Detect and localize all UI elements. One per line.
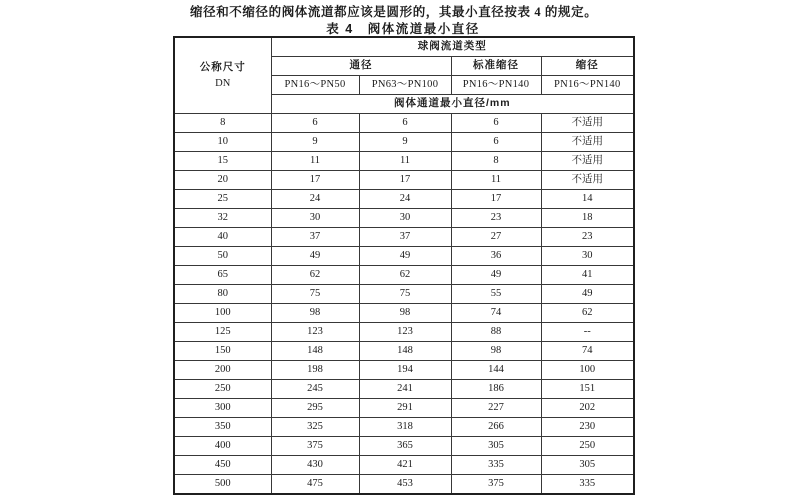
table-row xyxy=(174,190,634,209)
diameter-value-cell: 198 xyxy=(271,361,359,380)
diameter-value-cell: 不适用 xyxy=(541,114,634,133)
diameter-value-cell: 453 xyxy=(359,475,451,495)
table-row xyxy=(174,247,634,266)
table-row xyxy=(174,228,634,247)
intro-paragraph: 缩径和不缩径的阀体流道都应该是圆形的，其最小直径按表 4 的规定。 xyxy=(190,5,598,19)
diameter-value-cell: 17 xyxy=(451,190,541,209)
dn-value-cell: 15 xyxy=(174,152,271,171)
table-row xyxy=(174,361,634,380)
table-row xyxy=(174,342,634,361)
table-row xyxy=(174,304,634,323)
dn-value-cell: 200 xyxy=(174,361,271,380)
table-row xyxy=(174,456,634,475)
diameter-value-cell: 30 xyxy=(541,247,634,266)
diameter-value-cell: 98 xyxy=(451,342,541,361)
diameter-value-cell: 23 xyxy=(541,228,634,247)
dn-value-cell: 500 xyxy=(174,475,271,495)
table-row xyxy=(174,114,634,133)
diameter-value-cell: 37 xyxy=(271,228,359,247)
diameter-value-cell: 11 xyxy=(359,152,451,171)
diameter-value-cell: 不适用 xyxy=(541,171,634,190)
diameter-value-cell: -- xyxy=(541,323,634,342)
table-row xyxy=(174,418,634,437)
diameter-value-cell: 18 xyxy=(541,209,634,228)
dn-value-cell: 300 xyxy=(174,399,271,418)
dn-header-label: 公称尺寸 xyxy=(199,60,246,73)
diameter-value-cell: 24 xyxy=(271,190,359,209)
dn-value-cell: 400 xyxy=(174,437,271,456)
pn-range-cell-3: PN16～PN140 xyxy=(451,76,541,95)
diameter-value-cell: 不适用 xyxy=(541,133,634,152)
diameter-value-cell: 335 xyxy=(541,475,634,495)
diameter-value-cell: 151 xyxy=(541,380,634,399)
dn-header-cell xyxy=(174,37,271,114)
dn-value-cell: 150 xyxy=(174,342,271,361)
diameter-value-cell: 123 xyxy=(271,323,359,342)
diameter-value-cell: 24 xyxy=(359,190,451,209)
diameter-value-cell: 475 xyxy=(271,475,359,495)
diameter-value-cell: 375 xyxy=(451,475,541,495)
diameter-value-cell: 49 xyxy=(359,247,451,266)
diameter-value-cell: 62 xyxy=(359,266,451,285)
diameter-value-cell: 305 xyxy=(541,456,634,475)
diameter-value-cell: 30 xyxy=(359,209,451,228)
diameter-value-cell: 9 xyxy=(359,133,451,152)
table-row xyxy=(174,380,634,399)
table-row xyxy=(174,152,634,171)
diameter-value-cell: 37 xyxy=(359,228,451,247)
dn-value-cell: 125 xyxy=(174,323,271,342)
subheader-reduced-bore: 缩径 xyxy=(541,57,634,76)
diameter-value-cell: 11 xyxy=(451,171,541,190)
diameter-value-cell: 62 xyxy=(271,266,359,285)
dn-value-cell: 8 xyxy=(174,114,271,133)
dn-value-cell: 50 xyxy=(174,247,271,266)
diameter-value-cell: 49 xyxy=(271,247,359,266)
group-header-cell: 球阀流道类型 xyxy=(271,37,634,57)
diameter-value-cell: 23 xyxy=(451,209,541,228)
table-row xyxy=(174,133,634,152)
table-row xyxy=(174,475,634,495)
diameter-value-cell: 144 xyxy=(451,361,541,380)
diameter-value-cell: 421 xyxy=(359,456,451,475)
dn-value-cell: 25 xyxy=(174,190,271,209)
subheader-standard-reduced-bore: 标准缩径 xyxy=(451,57,541,76)
diameter-value-cell: 148 xyxy=(271,342,359,361)
diameter-value-cell: 6 xyxy=(451,114,541,133)
diameter-value-cell: 148 xyxy=(359,342,451,361)
diameter-value-cell: 202 xyxy=(541,399,634,418)
dn-value-cell: 450 xyxy=(174,456,271,475)
pn-range-cell-1: PN16～PN50 xyxy=(271,76,359,95)
diameter-value-cell: 14 xyxy=(541,190,634,209)
diameter-value-cell: 335 xyxy=(451,456,541,475)
diameter-value-cell: 不适用 xyxy=(541,152,634,171)
table-row xyxy=(174,285,634,304)
diameter-value-cell: 27 xyxy=(451,228,541,247)
subheader-full-bore: 通径 xyxy=(271,57,451,76)
diameter-value-cell: 75 xyxy=(271,285,359,304)
table-header xyxy=(174,37,634,114)
diameter-value-cell: 250 xyxy=(541,437,634,456)
diameter-value-cell: 49 xyxy=(541,285,634,304)
diameter-value-cell: 6 xyxy=(359,114,451,133)
diameter-value-cell: 98 xyxy=(359,304,451,323)
diameter-value-cell: 30 xyxy=(271,209,359,228)
table-row xyxy=(174,171,634,190)
table-row xyxy=(174,437,634,456)
diameter-value-cell: 194 xyxy=(359,361,451,380)
unit-header-cell: 阀体通道最小直径/mm xyxy=(271,95,634,114)
diameter-value-cell: 74 xyxy=(451,304,541,323)
diameter-value-cell: 6 xyxy=(271,114,359,133)
diameter-value-cell: 266 xyxy=(451,418,541,437)
pn-range-cell-4: PN16～PN140 xyxy=(541,76,634,95)
diameter-value-cell: 230 xyxy=(541,418,634,437)
table-row xyxy=(174,323,634,342)
dn-value-cell: 80 xyxy=(174,285,271,304)
diameter-value-cell: 6 xyxy=(451,133,541,152)
diameter-value-cell: 55 xyxy=(451,285,541,304)
diameter-value-cell: 186 xyxy=(451,380,541,399)
table-row xyxy=(174,209,634,228)
diameter-value-cell: 123 xyxy=(359,323,451,342)
dn-value-cell: 100 xyxy=(174,304,271,323)
dn-value-cell: 350 xyxy=(174,418,271,437)
diameter-value-cell: 49 xyxy=(451,266,541,285)
diameter-value-cell: 17 xyxy=(359,171,451,190)
table-row xyxy=(174,266,634,285)
dn-value-cell: 65 xyxy=(174,266,271,285)
table-body xyxy=(174,114,634,495)
diameter-value-cell: 295 xyxy=(271,399,359,418)
diameter-value-cell: 365 xyxy=(359,437,451,456)
diameter-value-cell: 17 xyxy=(271,171,359,190)
table-row xyxy=(174,399,634,418)
diameter-value-cell: 375 xyxy=(271,437,359,456)
diameter-value-cell: 245 xyxy=(271,380,359,399)
diameter-value-cell: 430 xyxy=(271,456,359,475)
diameter-value-cell: 227 xyxy=(451,399,541,418)
header-row-group xyxy=(174,37,634,57)
diameter-value-cell: 36 xyxy=(451,247,541,266)
diameter-value-cell: 318 xyxy=(359,418,451,437)
diameter-value-cell: 98 xyxy=(271,304,359,323)
diameter-value-cell: 62 xyxy=(541,304,634,323)
diameter-value-cell: 291 xyxy=(359,399,451,418)
diameter-value-cell: 305 xyxy=(451,437,541,456)
diameter-value-cell: 41 xyxy=(541,266,634,285)
dn-value-cell: 32 xyxy=(174,209,271,228)
diameter-value-cell: 9 xyxy=(271,133,359,152)
diameter-value-cell: 88 xyxy=(451,323,541,342)
dn-value-cell: 250 xyxy=(174,380,271,399)
dn-value-cell: 40 xyxy=(174,228,271,247)
dn-header-unit: DN xyxy=(215,77,231,89)
diameter-value-cell: 74 xyxy=(541,342,634,361)
dn-value-cell: 10 xyxy=(174,133,271,152)
diameter-value-cell: 241 xyxy=(359,380,451,399)
table-title: 表 4 阀体流道最小直径 xyxy=(326,22,480,36)
min-diameter-table xyxy=(173,36,635,495)
diameter-value-cell: 8 xyxy=(451,152,541,171)
dn-value-cell: 20 xyxy=(174,171,271,190)
diameter-value-cell: 11 xyxy=(271,152,359,171)
diameter-value-cell: 325 xyxy=(271,418,359,437)
pn-range-cell-2: PN63～PN100 xyxy=(359,76,451,95)
diameter-value-cell: 75 xyxy=(359,285,451,304)
diameter-value-cell: 100 xyxy=(541,361,634,380)
